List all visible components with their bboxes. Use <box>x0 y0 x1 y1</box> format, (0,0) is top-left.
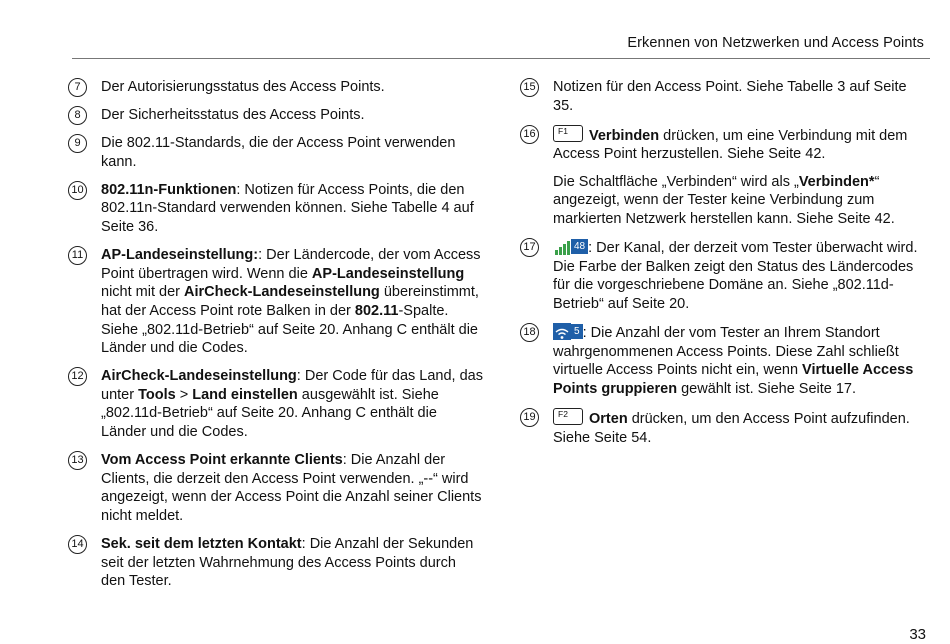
list-item <box>68 134 484 171</box>
callout-number: 9 <box>68 134 87 153</box>
text: : Der Code für das Land, das unter <box>101 368 483 403</box>
callout-number: 18 <box>520 323 539 342</box>
f1-key-icon <box>553 125 583 142</box>
term: Vom Access Point erkannte Clients <box>101 452 343 469</box>
callout-number: 10 <box>68 181 87 200</box>
item-text <box>553 323 930 398</box>
left-column <box>68 78 484 600</box>
callout-number: 8 <box>68 106 87 125</box>
list-item <box>520 78 930 115</box>
term: 802.11n-Funktionen <box>101 181 237 198</box>
term: 802.11 <box>354 302 399 319</box>
item-text <box>101 535 484 591</box>
menu-path: Land einstellen <box>192 386 298 403</box>
term: Verbinden <box>589 127 660 144</box>
list-item <box>520 238 930 313</box>
item-subtext <box>553 173 930 229</box>
page-number: 33 <box>909 626 926 643</box>
text: gewählt ist. Siehe Seite 17. <box>677 380 857 397</box>
header-rule <box>72 58 930 59</box>
f2-key-icon <box>553 408 583 425</box>
text: drücken, um den Access Point aufzufinden. Siehe Seite 54. <box>553 410 910 446</box>
text: nicht mit der <box>101 284 184 301</box>
item-text: Die 802.11-Standards, die der Access Point verwenden kann. <box>101 135 456 170</box>
signal-bars-icon <box>553 238 571 255</box>
term: Orten <box>589 410 628 427</box>
text: -Spalte. Siehe „802.11d-Betrieb“ auf Seite 20. Anhang C enthält die Länder und die Codes. <box>101 302 478 357</box>
wifi-icon <box>553 323 571 340</box>
list-item <box>68 181 484 237</box>
channel-number: 48 <box>571 239 588 254</box>
text: Die Schaltfläche „Verbinden“ wird als „ <box>553 173 799 190</box>
callout-number: 7 <box>68 78 87 97</box>
item-text <box>101 246 484 358</box>
list-item <box>520 408 930 447</box>
callout-number: 16 <box>520 125 539 144</box>
f2-key-label: F2 <box>558 408 568 419</box>
callout-number: 17 <box>520 238 539 257</box>
callout-number: 13 <box>68 451 87 470</box>
text: : Der Kanal, der derzeit vom Tester überwacht wird. Die Farbe der Balken zeigt den Status des Ländercodes für die vorgeschriebene Domäne an. Siehe „802.11d-Betrieb“ auf Seite 20. <box>553 240 918 312</box>
text: : Die Anzahl der vom Tester an Ihrem Standort wahrgenommenen Access Points. Diese Zahl schließt virtuelle Access Points nicht ein, wenn <box>553 325 899 379</box>
callout-number: 12 <box>68 367 87 386</box>
text: drücken, um eine Verbindung mit dem Access Point herzustellen. Siehe Seite 42. <box>553 127 908 163</box>
right-column <box>520 78 930 457</box>
term: AirCheck-Landeseinstellung <box>184 284 380 301</box>
item-text <box>101 367 484 441</box>
list-item <box>68 367 484 441</box>
list-item <box>68 535 484 591</box>
term: AP-Landeseinstellung: <box>101 247 259 264</box>
ap-count: 5 <box>571 324 583 339</box>
callout-number: 11 <box>68 246 87 265</box>
access-point-count-icon <box>553 323 583 340</box>
callout-number: 19 <box>520 408 539 427</box>
description: : Die Anzahl der Clients, die derzeit den Access Point verwenden. „--“ wird angezeigt, wenn der Access Point die Anzahl seiner Clients nicht meldet. <box>101 452 482 524</box>
text: : Der Ländercode, der vom Access Point übertragen wird. Wenn die <box>101 247 481 282</box>
item-text: Der Autorisierungsstatus des Access Points. <box>101 79 385 95</box>
list-item <box>520 125 930 229</box>
description: : Notizen für Access Points, die den 802.11n-Standard verwenden können. Siehe Tabelle 4 auf Seite 36. <box>101 181 474 236</box>
term: Virtuelle Access Points gruppieren <box>553 362 914 397</box>
item-text <box>553 238 930 313</box>
running-header: Erkennen von Netzwerken und Access Points <box>627 35 924 51</box>
text: “ angezeigt, wenn der Tester keine Verbindung zum markierten Netzwerk herstellen kann. Siehe Seite 42. <box>553 173 895 228</box>
term: AP-Landeseinstellung <box>311 265 465 282</box>
f1-key-label: F1 <box>558 125 568 136</box>
item-text: Notizen für den Access Point. Siehe Tabelle 3 auf Seite 35. <box>553 79 907 114</box>
text: ausgewählt ist. Siehe „802.11d-Betrieb“ auf Seite 20. Anhang C enthält die Länder und die Codes. <box>101 386 439 440</box>
item-text <box>553 408 930 447</box>
term: Verbinden* <box>798 173 875 190</box>
list-item <box>68 451 484 525</box>
text: > <box>175 386 193 403</box>
list-item <box>68 78 484 97</box>
list-item <box>68 106 484 125</box>
item-text <box>101 181 484 237</box>
text: übereinstimmt, hat der Access Point rote Balken in der <box>101 284 479 319</box>
item-text <box>101 451 484 525</box>
callout-number: 15 <box>520 78 539 97</box>
callout-number: 14 <box>68 535 87 554</box>
channel-badge-icon <box>553 238 588 255</box>
description: : Die Anzahl der Sekunden seit der letzten Wahrnehmung des Access Points durch den Tester. <box>101 535 474 590</box>
item-text <box>553 125 930 164</box>
term: AirCheck-Landeseinstellung <box>101 368 297 385</box>
list-item <box>520 323 930 398</box>
list-item <box>68 246 484 358</box>
term: Sek. seit dem letzten Kontakt <box>101 535 302 552</box>
item-text: Der Sicherheitsstatus des Access Points. <box>101 107 365 124</box>
menu-path: Tools <box>138 386 176 403</box>
